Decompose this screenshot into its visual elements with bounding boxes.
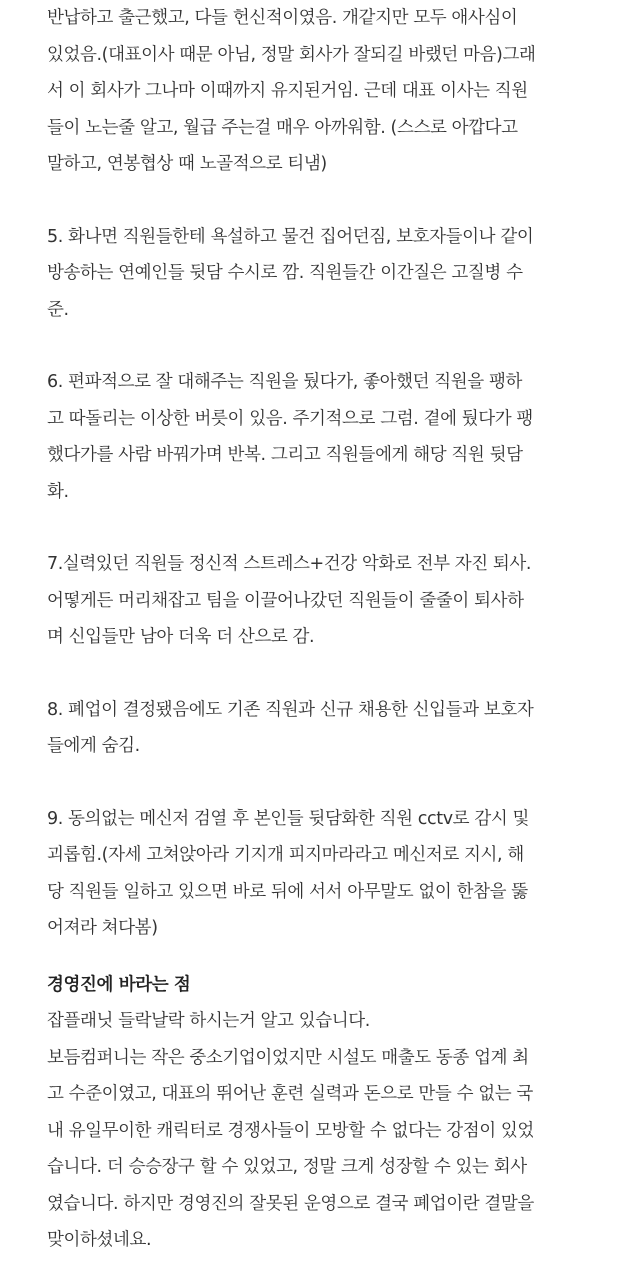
text-line: 화. <box>47 481 69 502</box>
text-line: 당 직원들 일하고 있으면 바로 뒤에 서서 아무말도 없이 한참을 뚫 <box>47 881 528 902</box>
text-line: 습니다. 더 승승장구 할 수 있었고, 정말 크게 성장할 수 있는 회사 <box>47 1157 527 1177</box>
text-line: 서 이 회사가 그나마 이때까지 유지된거임. 근데 대표 이사는 직원 <box>47 81 528 101</box>
paragraph-gap <box>47 947 607 967</box>
review-body <box>47 0 607 1259</box>
paragraph-gap <box>47 765 607 801</box>
list-item-8 <box>47 692 607 765</box>
text-line: 6. 편파적으로 잘 대해주는 직원을 뒀다가, 좋아했던 직원을 팽하 <box>47 372 522 392</box>
list-item-9 <box>47 801 607 947</box>
text-line: 어떻게든 머리채잡고 팀을 이끌어나갔던 직원들이 줄줄이 퇴사하 <box>47 590 524 611</box>
text-line: 고 따돌리는 이상한 버릇이 있음. 주기적으로 그럼. 곁에 뒀다가 팽 <box>47 408 533 429</box>
text-line: 방송하는 연예인들 뒷담 수시로 깜. 직원들간 이간질은 고질병 수 <box>47 263 523 283</box>
list-item-7 <box>47 546 607 656</box>
paragraph-gap <box>47 183 607 219</box>
text-line: 였습니다. 하지만 경영진의 잘못된 운영으로 결국 폐업이란 결말을 <box>47 1193 534 1214</box>
list-item-5 <box>47 219 607 329</box>
section-heading <box>47 967 607 1004</box>
text-line: 맞이하셨네요. <box>47 1230 152 1250</box>
text-line: 고 수준이였고, 대표의 뛰어난 훈련 실력과 돈으로 만들 수 없는 국 <box>47 1084 533 1104</box>
text-line: 5. 화나면 직원들한테 욕설하고 물건 집어던짐, 보호자들이나 같이 <box>47 226 534 247</box>
text-line: 말하고, 연봉협상 때 노골적으로 티냄) <box>47 154 327 174</box>
text-line: 9. 동의없는 메신저 검열 후 본인들 뒷담화한 직원 cctv로 감시 및 <box>47 808 529 829</box>
text-line: 들에게 숨김. <box>47 736 140 756</box>
list-item-6 <box>47 364 607 510</box>
text-line: 반납하고 출근했고, 다들 헌신적이였음. 개같지만 모두 애사심이 <box>47 8 518 28</box>
paragraph-gap <box>47 510 607 546</box>
text-line: 어져라 쳐다봄) <box>47 918 158 938</box>
paragraph-gap <box>47 656 607 692</box>
closing-paragraph <box>47 1003 607 1259</box>
text-line: 8. 폐업이 결정됐음에도 기존 직원과 신규 채용한 신입들과 보호자 <box>47 699 534 720</box>
text-line: 준. <box>47 299 69 320</box>
text-line: 7.실력있던 직원들 정신적 스트레스+건강 악화로 전부 자진 퇴사. <box>47 554 532 574</box>
text-line: 있었음.(대표이사 때문 아님, 정말 회사가 잘되길 바랬던 마음)그래 <box>47 44 536 65</box>
text-line: 내 유일무이한 캐릭터로 경쟁사들이 모방할 수 없다는 강점이 있었 <box>47 1120 534 1141</box>
text-line: 잡플래닛 들락날락 하시는거 알고 있습니다. <box>47 1011 370 1031</box>
text-line: 괴롭힘.(자세 고쳐앉아라 기지개 피지마라라고 메신저로 지시, 해 <box>47 845 524 865</box>
paragraph-gap <box>47 328 607 364</box>
text-line: 했다가를 사람 바꿔가며 반복. 그리고 직원들에게 해당 직원 뒷담 <box>47 445 523 465</box>
heading-text: 경영진에 바라는 점 <box>47 974 191 995</box>
text-line: 들이 노는줄 알고, 월급 주는걸 매우 아까워함. (스스로 아깝다고 <box>47 117 518 138</box>
text-line: 며 신입들만 남아 더욱 더 산으로 감. <box>47 627 315 647</box>
text-line: 보듬컴퍼니는 작은 중소기업이었지만 시설도 매출도 동종 업계 최 <box>47 1047 529 1068</box>
intro-paragraph <box>47 0 607 183</box>
